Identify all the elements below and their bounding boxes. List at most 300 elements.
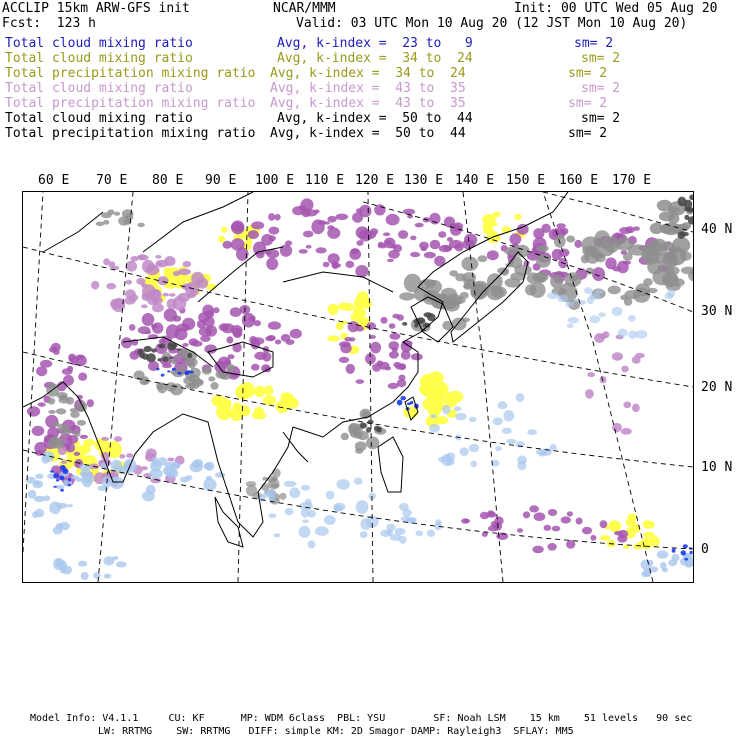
cloud-purple [145,331,151,335]
cloud-purple [141,283,148,288]
cloud-grey [494,287,502,293]
cloud-lightblue [394,528,405,535]
cloud-purple [430,240,441,249]
cloud-purple [27,406,40,416]
cloud-lightblue [49,502,61,515]
cloud-purple [119,454,125,458]
lat-label: 10 N [701,460,733,475]
legend-avg-1: Avg, k-index = 34 to 24 [277,51,473,66]
cloud-lightblue [336,479,350,490]
cloud-lightblue [63,480,72,487]
lon-label: 100 E [255,173,295,188]
cloud-dark [374,426,380,432]
cloud-grey [672,237,690,253]
cloud-purple [390,244,398,248]
cloud-lightblue [326,491,335,500]
init-time: Init: 00 UTC Wed 05 Aug 20 [514,1,718,16]
cloud-lightblue [28,490,37,499]
cloud-blue [690,551,693,554]
cloud-lightblue [78,561,87,567]
cloud-yellow [327,335,339,341]
legend-field-5: Total cloud mixing ratio [5,111,193,126]
cloud-purple [130,256,138,261]
cloud-grey [525,284,536,295]
cloud-lightblue [641,571,651,577]
legend-sm-4: sm= 2 [568,96,608,111]
cloud-lightblue [584,287,592,294]
cloud-grey [189,362,196,369]
cloud-grey [48,398,55,405]
cloud-purple [231,220,244,234]
cloud-lightblue [415,531,423,536]
cloud-grey [648,288,658,293]
cloud-grey [510,256,522,268]
cloud-purple [156,260,169,268]
legend-sm-6: sm= 2 [568,126,608,141]
cloud-purple [182,318,195,330]
cloud-purple [254,352,266,360]
cloud-lightblue [527,429,537,435]
cloud-lightblue [628,331,637,339]
cloud-dark [414,323,419,327]
cloud-purple [80,435,88,439]
institution: NCAR/MMM [273,1,336,16]
cloud-lightblue [598,312,605,317]
cloud-lightblue [204,463,213,470]
legend-avg-3: Avg, k-index = 43 to 35 [270,81,466,96]
cloud-dark [402,322,407,326]
cloud-blue [53,473,59,478]
legend-sm-5: sm= 2 [581,111,621,126]
cloud-blue [189,371,194,374]
cloud-grey [226,364,235,372]
cloud-blue [68,478,71,481]
cloud-purple [148,289,161,302]
legend-field-6: Total precipitation mixing ratio [5,126,256,141]
lon-label: 70 E [96,173,128,188]
cloud-purple [152,322,163,333]
legend-field-2: Total precipitation mixing ratio [5,66,256,81]
cloud-purple [213,307,220,313]
cloud-lightblue [334,505,343,512]
cloud-lightblue [301,485,310,491]
cloud-purple [356,326,364,332]
cloud-lightblue [93,572,101,578]
cloud-purple [403,209,415,215]
cloud-purple [574,240,582,248]
cloud-purple [303,231,314,238]
cloud-grey [536,277,546,283]
cloud-grey [478,255,488,262]
cloud-purple [585,389,594,399]
cloud-purple [618,530,628,538]
cloud-yellow [164,267,173,273]
cloud-yellow [216,398,231,411]
cloud-lightblue [112,556,119,560]
cloud-lightblue [55,559,63,567]
cloud-lightblue [442,405,451,414]
cloud-grey [366,437,379,450]
cloud-purple [32,426,45,436]
cloud-purple [230,307,242,317]
cloud-lightblue [268,514,276,519]
cloud-purple [324,221,330,224]
cloud-grey [208,376,215,381]
cloud-grey [272,468,281,477]
cloud-grey [48,437,60,449]
cloud-lightblue [354,478,363,485]
cloud-dark [424,312,433,317]
cloud-purple [301,208,310,217]
cloud-grey [48,410,56,414]
cloud-grey [650,223,664,234]
lat-label: 20 N [701,380,733,395]
cloud-purple [130,294,139,301]
cloud-purple [251,364,260,371]
cloud-dark [187,353,192,358]
cloud-grey [77,420,86,426]
cloud-purple [388,383,399,389]
cloud-dark [158,358,162,361]
cloud-purple [129,324,136,331]
cloud-purple [541,224,551,233]
cloud-purple [529,505,539,512]
cloud-purple [266,258,278,271]
cloud-purple [487,512,497,518]
cloud-purple [280,244,292,256]
cloud-purple [444,217,455,228]
cloud-purple [544,525,552,531]
legend-avg-0: Avg, k-index = 23 to 9 [277,36,473,51]
cloud-purple [189,338,199,345]
cloud-purple [346,364,355,374]
lon-label: 160 E [559,173,599,188]
cloud-lightblue [429,424,440,433]
cloud-lightblue [360,531,368,538]
cloud-lightblue [274,533,281,537]
cloud-yellow [342,303,354,311]
cloud-purple [204,344,217,353]
cloud-lightblue [289,487,300,498]
cloud-yellow [429,371,444,384]
cloud-dark [177,348,181,351]
cloud-purple [155,255,161,259]
cloud-purple [383,232,390,236]
cloud-purple [248,230,259,239]
cloud-purple [356,379,365,384]
cloud-lightblue [516,393,524,402]
model-info-line1: Model Info: V4.1.1 CU: KF MP: WDM 6class PBL: YSU SF: Noah LSM 15 km 51 levels 90 sec [30,713,693,724]
cloud-purple [275,214,281,221]
cloud-lightblue [435,519,441,525]
cloud-purple [173,296,187,311]
cloud-blue [60,465,66,470]
cloud-purple [327,216,336,223]
cloud-lightblue [35,474,44,479]
cloud-grey [137,223,145,227]
cloud-yellow [254,386,265,398]
cloud-lightblue [671,554,679,562]
cloud-purple [623,401,631,408]
cloud-dark [684,200,693,209]
cloud-purple [223,241,233,249]
cloud-dark [678,231,686,239]
cloud-grey [170,383,184,395]
cloud-grey [662,271,678,286]
cloud-grey [202,367,212,375]
cloud-yellow [627,514,636,522]
map-panel [22,191,694,583]
cloud-blue [161,374,165,377]
cloud-purple [349,337,356,341]
cloud-dark [158,344,165,349]
cloud-purple [197,320,206,329]
cloud-purple [232,328,242,338]
cloud-lightblue [495,446,501,451]
cloud-lightblue [493,417,503,425]
cloud-purple [510,233,522,245]
cloud-purple [566,540,575,549]
cloud-grey [56,408,67,414]
cloud-purple [61,460,67,464]
cloud-dark [169,356,173,359]
cloud-lightblue [80,470,91,478]
cloud-lightblue [612,307,623,316]
cloud-purple [552,526,561,532]
cloud-purple [249,336,257,344]
cloud-yellow [446,391,464,403]
cloud-lightblue [285,508,294,515]
cloud-lightblue [356,500,369,514]
cloud-lightblue [104,574,112,579]
cloud-purple [226,336,233,343]
cloud-lightblue [470,461,477,468]
cloud-purple [126,261,138,272]
cloud-lightblue [427,529,435,537]
cloud-purple [138,254,145,259]
cloud-purple [399,363,406,370]
cloud-lightblue [75,477,84,482]
cloud-grey [192,379,204,387]
cloud-lightblue [35,509,45,518]
cloud-purple [621,366,629,373]
cloud-yellow [264,386,273,396]
cloud-purple [250,316,256,320]
cloud-purple [205,310,214,319]
cloud-lightblue [302,519,309,523]
cloud-purple [228,354,235,359]
cloud-purple [386,240,392,245]
cloud-yellow [218,235,225,242]
cloud-purple [439,245,452,253]
cloud-lightblue [498,401,508,409]
cloud-grey [550,274,563,288]
cloud-lightblue [547,292,559,299]
cloud-purple [158,276,169,285]
cloud-purple [612,352,623,360]
cloud-purple [345,261,354,268]
cloud-lightblue [360,518,371,530]
cloud-purple [268,321,281,329]
cloud-lightblue [405,517,416,524]
legend-sm-2: sm= 2 [568,66,608,81]
cloud-lightblue [568,317,579,323]
cloud-blue [167,370,170,372]
cloud-purple [532,546,543,554]
cloud-blue [684,558,688,561]
cloud-purple [567,511,573,516]
cloud-yellow [487,230,496,235]
cloud-purple [635,353,645,358]
forecast-hour: Fcst: 123 h [2,16,96,31]
cloud-purple [178,269,191,276]
cloud-purple [389,323,396,329]
cloud-purple [169,293,176,296]
cloud-lightblue [557,295,568,302]
cloud-lightblue [660,562,667,569]
cloud-yellow [354,297,366,309]
cloud-purple [142,313,155,326]
cloud-lightblue [517,456,527,465]
legend-field-0: Total cloud mixing ratio [5,36,193,51]
cloud-grey [536,254,551,268]
cloud-grey [536,245,549,252]
cloud-lightblue [567,324,574,329]
cloud-purple [268,213,275,221]
lon-label: 90 E [205,173,237,188]
legend-avg-2: Avg, k-index = 34 to 24 [270,66,466,81]
cloud-dark [162,357,169,362]
cloud-grey [463,284,471,288]
cloud-grey [108,209,115,215]
lat-label: 30 N [701,304,733,319]
cloud-grey [504,247,521,256]
cloud-purple [335,214,348,221]
cloud-lightblue [590,315,601,323]
cloud-purple [576,518,583,525]
cloud-purple [523,511,530,518]
cloud-lightblue [308,510,316,518]
cloud-grey [445,303,455,310]
cloud-grey [114,212,120,216]
lon-label: 170 E [612,173,652,188]
cloud-purple [191,272,204,286]
cloud-purple [267,335,276,341]
cloud-purple [126,453,133,458]
cloud-blue [400,396,406,400]
cloud-lightblue [454,406,461,411]
cloud-grey [246,485,257,496]
cloud-blue [681,550,686,555]
cloud-lightblue [455,413,466,421]
cloud-purple [299,249,308,254]
cloud-lightblue [43,495,50,501]
cloud-lightblue [299,526,311,538]
cloud-purple [183,261,192,267]
cloud-purple [269,227,280,235]
legend-field-4: Total precipitation mixing ratio [5,96,256,111]
cloud-purple [415,223,424,228]
cloud-purple [389,351,399,359]
cloud-purple [290,329,302,339]
cloud-purple [65,443,75,453]
cloud-grey [449,270,458,276]
cloud-lightblue [399,503,409,511]
cloud-blue [177,372,182,375]
cloud-yellow [252,412,266,420]
cloud-purple [534,512,546,521]
cloud-lightblue [469,417,477,422]
cloud-purple [114,436,122,442]
cloud-grey [615,237,634,250]
cloud-grey [668,207,681,214]
cloud-lightblue [595,289,604,293]
cloud-lightblue [158,457,168,465]
cloud-lightblue [506,439,516,444]
cloud-purple [582,527,592,535]
cloud-grey [652,243,664,252]
cloud-yellow [436,416,449,424]
cloud-purple [561,516,571,523]
cloud-grey [608,286,621,295]
cloud-purple [392,314,400,319]
cloud-purple [91,281,99,290]
cloud-blue [59,476,64,481]
cloud-lightblue [149,469,162,479]
legend-avg-4: Avg, k-index = 43 to 35 [270,96,466,111]
cloud-lightblue [57,485,65,490]
cloud-purple [410,236,416,241]
cloud-purple [548,509,557,516]
cloud-grey [623,253,633,261]
cloud-grey [461,257,478,271]
cloud-purple [311,219,324,234]
cloud-purple [266,249,279,258]
cloud-purple [399,375,406,381]
cloud-purple [487,250,499,260]
cloud-yellow [280,392,291,402]
cloud-purple [339,357,349,363]
legend-avg-6: Avg, k-index = 50 to 44 [270,126,466,141]
cloud-purple [392,348,398,353]
cloud-purple [626,226,635,233]
cloud-purple [285,240,292,245]
cloud-lightblue [565,301,573,307]
cloud-lightblue [59,522,70,531]
cloud-blue [53,486,57,488]
cloud-lightblue [146,485,156,495]
cloud-lightblue [665,293,674,300]
cloud-lightblue [193,459,203,467]
cloud-purple [121,337,132,348]
cloud-grey [566,235,575,242]
cloud-purple [374,204,385,215]
cloud-purple [380,317,387,324]
cloud-grey [355,448,363,454]
cloud-purple [590,535,596,541]
cloud-purple [587,372,595,377]
cloud-grey [171,359,177,365]
cloud-lightblue [324,515,336,525]
cloud-purple [36,366,47,376]
cloud-purple [254,320,261,326]
cloud-purple [559,249,570,257]
cloud-grey [70,411,80,418]
legend-avg-5: Avg, k-index = 50 to 44 [277,111,473,126]
cloud-yellow [83,439,95,446]
cloud-purple [242,313,256,328]
cloud-blue [60,489,64,492]
